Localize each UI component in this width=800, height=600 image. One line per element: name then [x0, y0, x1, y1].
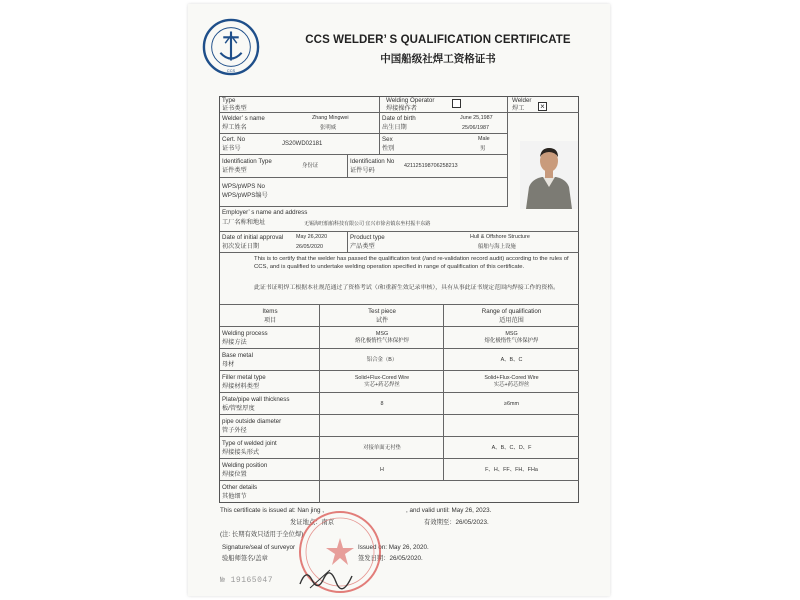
- name-label-cn: 焊工姓名: [222, 124, 247, 131]
- welder-portrait-image: [520, 141, 578, 209]
- initial-approval-label-cn: 初次发证日期: [222, 243, 260, 250]
- row-label-en: Plate/pipe wall thickness: [222, 396, 290, 403]
- table-header-items: [220, 305, 320, 327]
- table-header-range: [444, 305, 579, 327]
- row-test-value: 铝合金（B）: [366, 357, 398, 363]
- wps-label-en: WPS/pWPS No: [222, 183, 265, 190]
- initial-approval-value-cn: 26/05/2020: [296, 244, 323, 250]
- header-items-cn: 项目: [263, 317, 277, 324]
- id-type-value: 身份证: [302, 163, 319, 169]
- product-type-value-en: Hull & Offshore Structure: [470, 234, 530, 240]
- row-label-cn: 焊接材料类型: [222, 383, 260, 390]
- row-range-value-2: 实芯+药芯焊丝: [493, 382, 530, 388]
- row-label-cn: 焊接接头形式: [222, 449, 260, 456]
- welder-label-cn: 焊工: [512, 105, 525, 112]
- wps-label-cn: WPS/pWPS编号: [222, 192, 268, 199]
- certificate-paper: [188, 4, 610, 596]
- row-label-en: Welding process: [222, 330, 268, 337]
- row-range-value-2: 熔化极惰性气体保护焊: [484, 338, 539, 344]
- id-no-cell: [348, 155, 508, 178]
- row-range-value: Solid+Flux-Cored Wire: [484, 375, 539, 381]
- name-cell: [220, 113, 380, 134]
- sex-label-cn: 性别: [382, 145, 395, 152]
- row-label-en: Other details: [222, 484, 258, 491]
- dob-value-cn: 25/06/1987: [462, 125, 489, 131]
- id-type-cell: [220, 155, 348, 178]
- employer-value: 无锡海旺船舶科技有限公司 宜兴市徐舍镇东坐村振丰东路: [304, 221, 431, 227]
- row-test-value: MSG: [375, 331, 389, 337]
- row-label-en: pipe outside diameter: [222, 418, 282, 425]
- row-test-value-2: 实芯+药芯焊丝: [364, 382, 400, 388]
- initial-approval-value-en: May 26,2020: [296, 234, 328, 240]
- title-chinese: 中国船级社焊工资格证书: [380, 53, 496, 65]
- welder-label-en: Welder: [512, 97, 532, 104]
- cert-no-cell: [220, 134, 380, 155]
- serial-number: № 19165047: [220, 576, 274, 585]
- svg-text:CCS: CCS: [226, 69, 236, 74]
- title-english: CCS WELDER’ S QUALIFICATION CERTIFICATE: [305, 34, 571, 46]
- dob-label-cn: 出生日期: [382, 124, 407, 131]
- dob-cell: [380, 113, 508, 134]
- header-range-cn: 适用范围: [499, 317, 524, 324]
- row-label-cn: 焊接位置: [222, 471, 247, 478]
- issued-on-text: Issued on: May 26, 2020.: [358, 544, 429, 551]
- welding-operator-label-cn: 焊接操作者: [386, 105, 417, 112]
- name-label-en: Welder’ s name: [222, 115, 265, 122]
- row-range-value: MSG: [505, 331, 518, 337]
- welding-operator-label-en: Welding Operator: [386, 97, 435, 104]
- id-no-label-cn: 证件号码: [350, 167, 375, 174]
- initial-approval-cell: [220, 232, 348, 253]
- employer-label-cn: 工厂名称和地址: [222, 219, 266, 226]
- row-test-value: H: [380, 467, 384, 473]
- id-type-label-en: Identification Type: [222, 158, 272, 165]
- product-type-label-cn: 产品类型: [350, 243, 375, 250]
- surveyor-signature-icon: [296, 560, 356, 594]
- product-type-cell: [348, 232, 579, 253]
- issued-at-text: This certificate is issued at: Nan jing ,: [220, 507, 324, 514]
- cert-no-label-en: Cert. No: [222, 136, 246, 143]
- row-label-en: Type of welded joint: [222, 440, 277, 447]
- header-test-piece-cn: 试件: [375, 317, 389, 324]
- employer-label-en: Employer’ s name and address: [222, 209, 308, 216]
- valid-until-text: , and valid until: May 26, 2023.: [406, 507, 492, 514]
- wps-cell: [220, 178, 508, 207]
- name-value-cn: 张明威: [320, 125, 337, 131]
- note-text: (注: 长期有效只适用于全位焊): [220, 531, 304, 538]
- row-range-value: F、H、FF、FH、FHa: [485, 467, 538, 473]
- dob-label-en: Date of birth: [382, 115, 416, 122]
- row-test-value: Solid+Flux-Cored Wire: [354, 375, 410, 381]
- statement-cell: [220, 253, 579, 305]
- statement-chinese: 此证书证明焊工根据本社规范通过了资格考试（/和重新生效记录审核），具有从事此证书规定范围内焊接工作的资格。: [254, 285, 559, 291]
- row-test-value: 8: [380, 401, 384, 407]
- type-label-cn: 证书类型: [222, 105, 247, 112]
- employer-cell: [220, 207, 579, 232]
- welder-cell: [508, 97, 579, 113]
- row-test-value: 对接单面无衬垫: [363, 445, 401, 451]
- row-test-value-2: 熔化极惰性气体保护焊: [355, 338, 409, 344]
- row-range-value: ≥6mm: [504, 401, 519, 407]
- statement-english: This is to certify that the welder has passed the qualification test (/and re-validation record audit) according to the rules of CCS, and is qualified to undertake welding operation specified in range of qualification of this certificate.: [254, 256, 569, 270]
- id-no-label-en: Identification No: [350, 158, 395, 165]
- welding-operator-cell: [380, 97, 508, 113]
- welder-checkbox[interactable]: ×: [538, 102, 547, 111]
- type-cell: [220, 97, 380, 113]
- issued-on-chinese: 签发日期：26/05/2020.: [358, 555, 423, 562]
- header-test-piece-en: Test piece: [368, 308, 396, 315]
- sex-cell: [380, 134, 508, 155]
- cert-no-value: JS20WD02181: [282, 141, 323, 147]
- signature-label-chinese: 验船师签名/盖章: [222, 555, 268, 562]
- header-range-en: Range of qualification: [481, 308, 542, 315]
- row-range-value: A、B、C: [500, 357, 523, 363]
- product-type-label-en: Product type: [350, 234, 385, 241]
- cert-no-label-cn: 证书号: [222, 145, 241, 152]
- row-label-en: Filler metal type: [222, 374, 266, 381]
- row-label-cn: 板/管壁厚度: [222, 405, 255, 412]
- valid-until-chinese: 有效期至：26/05/2023.: [424, 519, 489, 526]
- dob-value-en: June 25,1987: [460, 115, 493, 121]
- row-label-en: Welding position: [222, 462, 268, 469]
- welder-photo: [520, 141, 578, 209]
- initial-approval-label-en: Date of initial approval: [222, 234, 284, 241]
- welding-operator-checkbox[interactable]: [452, 99, 461, 108]
- certificate-form: [219, 96, 579, 503]
- row-label-cn: 母材: [222, 361, 235, 368]
- row-label-cn: 管子外径: [222, 427, 247, 434]
- row-label-en: Base metal: [222, 352, 253, 359]
- name-value-en: Zhang Mingwei: [312, 115, 349, 121]
- product-type-value-cn: 船舶与海上设施: [478, 244, 516, 250]
- row-label-cn: 焊接方法: [222, 339, 247, 346]
- row-range-value: A、B、C、D、F: [491, 445, 532, 451]
- header-items-en: Items: [262, 308, 278, 315]
- signature-label: Signature/seal of surveyor: [222, 544, 296, 551]
- row-label-cn: 其他细节: [222, 493, 247, 500]
- sex-value-cn: 男: [480, 146, 486, 152]
- ccs-logo-icon: [202, 18, 260, 76]
- id-no-value: 421125198706258213: [404, 163, 458, 169]
- issued-at-chinese: 发证地点：南京: [290, 519, 335, 526]
- sex-value-en: Male: [478, 136, 490, 142]
- id-type-label-cn: 证件类型: [222, 167, 247, 174]
- type-label-en: Type: [222, 97, 236, 104]
- table-header-test-piece: [320, 305, 444, 327]
- sex-label-en: Sex: [382, 136, 393, 143]
